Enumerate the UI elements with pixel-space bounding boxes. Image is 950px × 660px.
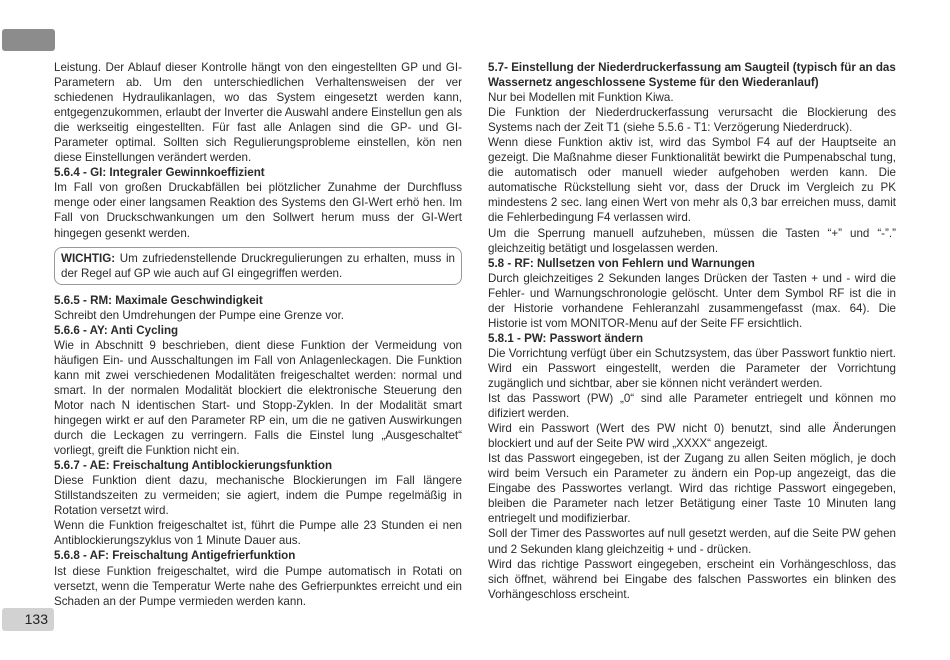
paragraph-5-6-7a: Diese Funktion dient dazu, mechanische Blockierungen im Fall längere Stillstandszeiten zu vermeiden; sie agiert, indem die Pumpe regelmäßig in Rotation versetzt wird.: [54, 474, 462, 518]
page-number: [2, 608, 54, 631]
page-number-text: 133: [24, 611, 48, 627]
note-text: Um zufriedenstellende Druckregulierungen zu erhalten, muss in der Regel auf GP wie auch auf GI eingegriffen werden.: [61, 251, 455, 280]
paragraph-5-8-1d: Ist das Passwort eingegeben, ist der Zugang zu allen Seiten möglich, je doch wird beim Versuch ein Parameter zu ändern ein Pop-up angezeigt, das die Eingabe des Passwortes verlangt. Wird das richtige Passwort eingegeben, bleiben die Parameter nach letzer Betätigung einer Taste 10 Minuten lang entriegelt und modifizierbar.: [488, 452, 896, 526]
note-box: [54, 247, 462, 285]
paragraph-5-8-1c: Wird ein Passwort (Wert des PW nicht 0) benutzt, sind alle Änderungen blockiert und auf der Seite PW wird „XXXX“ angezeigt.: [488, 422, 896, 451]
paragraph-5-6-4: Im Fall von großen Druckabfällen bei plötzlicher Zunahme der Durchfluss menge oder einer langsamen Reaktion des Systems den GI-Wert erhö hen. Im Fall von Druckschwankungen um den Sollwert herum muss der GI-Wert hingegen gesenkt werden.: [54, 181, 462, 240]
heading-5-6-5: 5.6.5 - RM: Maximale Geschwindigkeit: [54, 293, 263, 307]
paragraph-5-6-8: Ist diese Funktion freigeschaltet, wird die Pumpe automatisch in Rotati on versetzt, wenn die Temperatur Werte nahe des Gefrierpunktes erreicht und ein Schaden an der Pumpe vermieden werden kann.: [54, 564, 462, 608]
note-label: WICHTIG:: [61, 251, 116, 265]
paragraph-5-7a: Nur bei Modellen mit Funktion Kiwa.: [488, 91, 674, 105]
right-column: [488, 60, 896, 602]
paragraph-5-6-6: Wie in Abschnitt 9 beschrieben, dient diese Funktion der Vermeidung von häufigen Ein- und Ausschaltungen im Fall von Anlagenleckagen. Die Funktion kann mit zwei verschiedenen Modalitäten freigeschaltet werden: normal und smart. In der normalen Modalität blockiert die elektronische Steuerung den Motor nach N identischen Start- und Stopp-Zyklen. In der Modalität smart hingegen wirkt er auf den Parameter RP ein, um die ne gativen Auswirkungen durch die Leckagen zu verringern. Falls die Einstel lung „Ausgeschaltet“ vorliegt, greift die Funktion nicht ein.: [54, 338, 462, 458]
paragraph-5-7b: Die Funktion der Niederdruckerfassung verursacht die Blockierung des Systems nach der Zeit T1 (siehe 5.5.6 - T1: Verzögerung Niederdruck).: [488, 106, 896, 135]
paragraph-5-6-5: Schreibt den Umdrehungen der Pumpe eine Grenze vor.: [54, 308, 345, 322]
paragraph-5-8: Durch gleichzeitiges 2 Sekunden langes Drücken der Tasten + und - wird die Fehler- und Warnungschronologie gelöscht. Unter dem Symbol RF ist die in der Historie vorhandene Fehleranzahl zusammengefasst (max. 64). Die Historie ist vom MONITOR-Menu auf der Seite FF ersichtlich.: [488, 271, 896, 330]
paragraph-5-8-1b: Ist das Passwort (PW) „0“ sind alle Parameter entriegelt und können mo difiziert werden.: [488, 392, 896, 421]
top-tab-marker: [2, 29, 55, 51]
paragraph-5-8-1a: Die Vorrichtung verfügt über ein Schutzsystem, das über Passwort funktio niert. Wird ein Passwort eingestellt, werden die Parameter der Vorrichtung zugänglich und sichtbar, aber sie können nicht verändert werden.: [488, 346, 896, 390]
heading-5-6-7: 5.6.7 - AE: Freischaltung Antiblockierungsfunktion: [54, 459, 333, 473]
paragraph-5-7d: Um die Sperrung manuell aufzuheben, müssen die Tasten “+” und “-”.” gleichzeitig betätigt und losgelassen werden.: [488, 226, 896, 255]
heading-5-8-1: 5.8.1 - PW: Passwort ändern: [488, 331, 644, 345]
heading-5-8: 5.8 - RF: Nullsetzen von Fehlern und Warnungen: [488, 256, 755, 270]
heading-5-6-8: 5.6.8 - AF: Freischaltung Antigefrierfunktion: [54, 549, 296, 563]
heading-5-7: 5.7- Einstellung der Niederdruckerfassung am Saugteil (typisch für an das Wassernetz angeschlossene Systeme für den Wiederanlauf): [488, 61, 896, 90]
left-column: [54, 60, 462, 609]
heading-5-6-6: 5.6.6 - AY: Anti Cycling: [54, 323, 179, 337]
paragraph-5-8-1e: Soll der Timer des Passwortes auf null gesetzt werden, auf die Seite PW gehen und 2 Sekunden klang gleichzeitig + und - drücken.: [488, 527, 896, 556]
paragraph-5-7c: Wenn diese Funktion aktiv ist, wird das Symbol F4 auf der Hauptseite an gezeigt. Die Maßnahme dieser Funktionalität bewirkt die Pumpenabschal tung, die automatisch oder manuell wieder aufgehoben werden kann. Die automatische Rückstellung sieht vor, dass der Druck im Vergleich zu PK mindestens 2 sec. lang einen Wert von mehr als 0,3 bar erreichen muss, damit die Fehlerbedingung F4 verlassen wird.: [488, 136, 896, 225]
note-paragraph: [61, 251, 455, 281]
intro-paragraph: Leistung. Der Ablauf dieser Kontrolle hängt von den eingestellten GP und GI-Parametern ab. Um den unterschiedlichen Verhaltensweisen der ver schiedenen Hydraulikanlagen, wo das System eingesetzt werden kann, entgegenzukommen, erlaubt der Inverter die Auswahl andere Einstellun gen als die werkseitig eingestellten. Für fast alle Anlagen sind die GP- und GI-Parameter optimal. Sollten sich Regulierungsprobleme einstellen, kön nen diese Einstellungen verändert werden.: [54, 61, 462, 165]
heading-5-6-4: 5.6.4 - GI: Integraler Gewinnkoeffizient: [54, 166, 265, 180]
paragraph-5-6-7b: Wenn die Funktion freigeschaltet ist, führt die Pumpe alle 23 Stunden ei nen Antiblockierungszyklus von 1 Minute Dauer aus.: [54, 519, 462, 548]
paragraph-5-8-1f: Wird das richtige Passwort eingegeben, erscheint ein Vorhängeschloss, das sich öffnet, während bei Eingabe des falschen Passwortes ein blinken des Vorhängeschloss erscheint.: [488, 557, 896, 601]
